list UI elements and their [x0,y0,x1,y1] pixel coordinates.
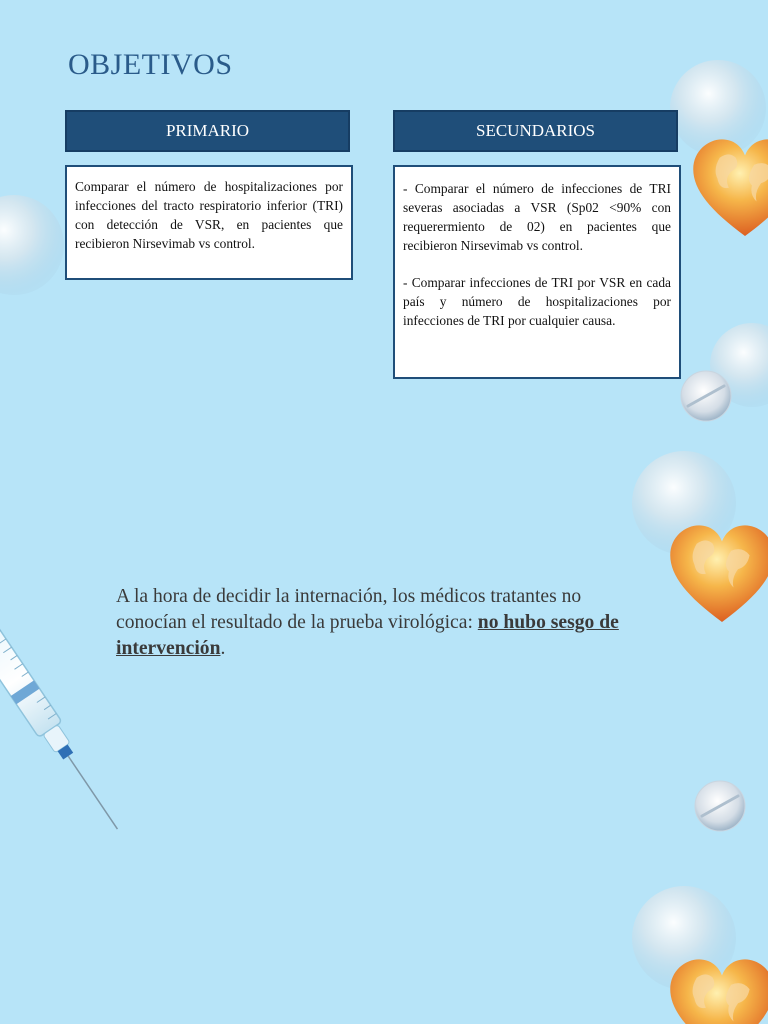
page-title: OBJETIVOS [68,48,233,81]
secondary-header: SECUNDARIOS [393,110,678,152]
bubble-icon [0,195,64,295]
syringe-icon [0,622,129,837]
primary-header: PRIMARIO [65,110,350,152]
secondary-objective-box [393,165,681,379]
heart-globe-icon [670,525,768,622]
note-text: A la hora de decidir la internación, los médicos tratantes no conocían el resultado de la prueba virológica: [116,586,582,633]
pill-icon [695,781,745,831]
heart-globe-icon [693,139,768,236]
pill-icon [681,371,731,421]
intervention-bias-note [116,584,656,662]
secondary-objective-item: - Comparar el número de infecciones de TRI severas asociadas a VSR (Sp02 <90% con requerermiento de 02) en pacientes que recibieron Nirsevimab vs control. [403,181,671,253]
note-end: . [220,638,226,659]
primary-objective-text: Comparar el número de hospitalizaciones por infecciones del tracto respiratorio inferior (TRI) con detección de VSR, en pacientes que recibieron Nirsevimab vs control. [75,179,343,251]
secondary-objective-item: - Comparar infecciones de TRI por VSR en cada país y número de hospitalizaciones por infecciones de TRI por cualquier causa. [403,275,671,328]
primary-objective-box [65,165,353,280]
note-highlight: no hubo sesgo de intervención [116,612,619,659]
